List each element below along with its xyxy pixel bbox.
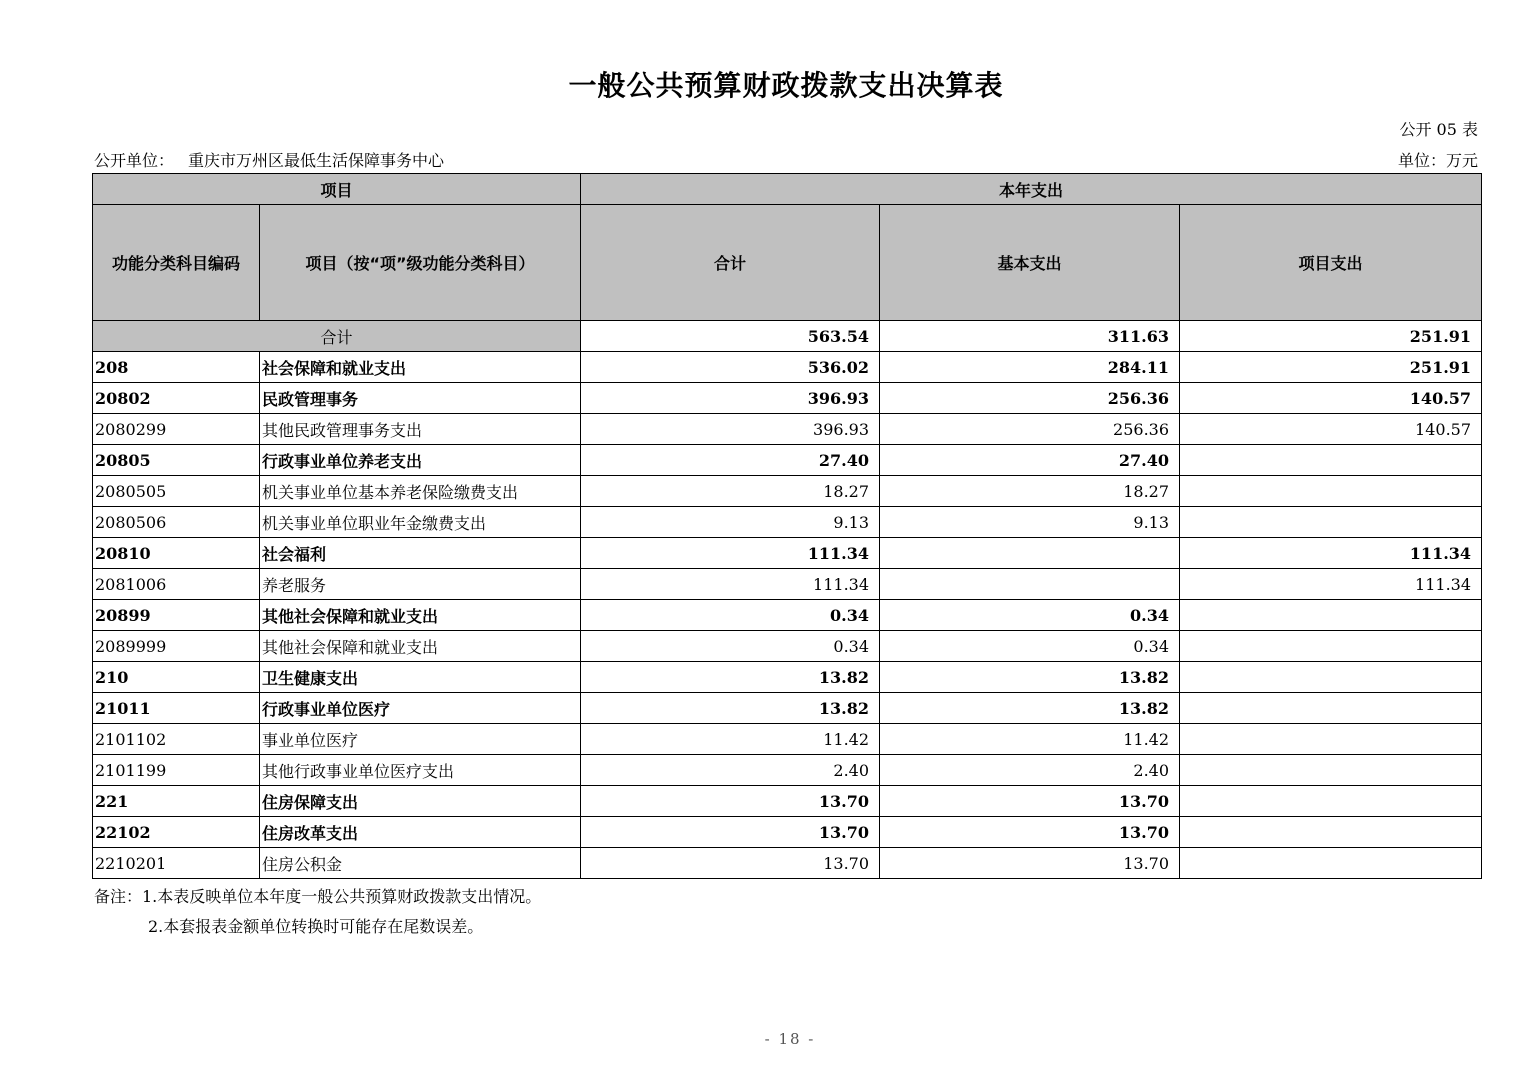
row-total: 2.40 xyxy=(581,755,880,786)
row-basic: 13.70 xyxy=(880,817,1180,848)
row-name: 住房公积金 xyxy=(260,848,581,879)
row-total: 9.13 xyxy=(581,507,880,538)
row-total: 27.40 xyxy=(581,445,880,476)
row-project xyxy=(1180,631,1482,662)
row-name: 行政事业单位医疗 xyxy=(260,693,581,724)
row-basic: 13.82 xyxy=(880,693,1180,724)
row-code: 2210201 xyxy=(93,848,260,879)
row-project: 111.34 xyxy=(1180,538,1482,569)
total-row xyxy=(93,321,1482,352)
row-project xyxy=(1180,476,1482,507)
total-basic: 311.63 xyxy=(880,321,1180,352)
row-name: 行政事业单位养老支出 xyxy=(260,445,581,476)
total-project: 251.91 xyxy=(1180,321,1482,352)
row-name: 社会福利 xyxy=(260,538,581,569)
row-name: 卫生健康支出 xyxy=(260,662,581,693)
table-row xyxy=(93,538,1482,569)
table-row xyxy=(93,755,1482,786)
note-line-2: 2.本套报表金额单位转换时可能存在尾数误差。 xyxy=(148,917,484,936)
currency-unit: 单位：万元 xyxy=(1397,151,1478,170)
row-project: 140.57 xyxy=(1180,414,1482,445)
row-name: 民政管理事务 xyxy=(260,383,581,414)
row-code: 2101102 xyxy=(93,724,260,755)
total-label: 合计 xyxy=(93,321,581,352)
row-basic: 9.13 xyxy=(880,507,1180,538)
row-code: 208 xyxy=(93,352,260,383)
row-basic: 0.34 xyxy=(880,600,1180,631)
row-code: 221 xyxy=(93,786,260,817)
row-code: 20899 xyxy=(93,600,260,631)
table-row xyxy=(93,786,1482,817)
form-number: 公开 05 表 xyxy=(1399,120,1478,139)
row-basic: 11.42 xyxy=(880,724,1180,755)
row-code: 20810 xyxy=(93,538,260,569)
row-total: 13.82 xyxy=(581,693,880,724)
row-name: 养老服务 xyxy=(260,569,581,600)
row-code: 2081006 xyxy=(93,569,260,600)
row-name: 其他行政事业单位医疗支出 xyxy=(260,755,581,786)
page-number: - 18 - xyxy=(764,1030,816,1048)
row-project xyxy=(1180,693,1482,724)
row-total: 0.34 xyxy=(581,631,880,662)
table-row xyxy=(93,848,1482,879)
page-title: 一般公共预算财政拨款支出决算表 xyxy=(568,69,1004,102)
expenditure-table xyxy=(92,173,1482,879)
row-basic: 256.36 xyxy=(880,414,1180,445)
header-group-expense: 本年支出 xyxy=(581,174,1482,205)
row-project xyxy=(1180,817,1482,848)
row-project xyxy=(1180,755,1482,786)
row-total: 13.70 xyxy=(581,817,880,848)
table-row xyxy=(93,693,1482,724)
table-row xyxy=(93,817,1482,848)
table-row xyxy=(93,445,1482,476)
table-row xyxy=(93,724,1482,755)
row-project xyxy=(1180,507,1482,538)
row-code: 2080506 xyxy=(93,507,260,538)
row-total: 13.70 xyxy=(581,786,880,817)
row-name: 事业单位医疗 xyxy=(260,724,581,755)
row-basic: 18.27 xyxy=(880,476,1180,507)
row-code: 2089999 xyxy=(93,631,260,662)
row-total: 13.82 xyxy=(581,662,880,693)
row-total: 396.93 xyxy=(581,383,880,414)
row-project xyxy=(1180,662,1482,693)
row-name: 机关事业单位职业年金缴费支出 xyxy=(260,507,581,538)
row-name: 其他社会保障和就业支出 xyxy=(260,631,581,662)
row-basic: 27.40 xyxy=(880,445,1180,476)
row-basic: 13.70 xyxy=(880,848,1180,879)
table-row xyxy=(93,507,1482,538)
row-name: 社会保障和就业支出 xyxy=(260,352,581,383)
table-row xyxy=(93,662,1482,693)
header-name: 项目（按“项”级功能分类科目） xyxy=(260,205,581,321)
row-project: 111.34 xyxy=(1180,569,1482,600)
table-row xyxy=(93,569,1482,600)
reporting-unit xyxy=(94,148,444,171)
table-row xyxy=(93,352,1482,383)
row-name: 其他民政管理事务支出 xyxy=(260,414,581,445)
row-project xyxy=(1180,724,1482,755)
row-project xyxy=(1180,786,1482,817)
row-basic: 13.82 xyxy=(880,662,1180,693)
row-total: 536.02 xyxy=(581,352,880,383)
row-code: 20805 xyxy=(93,445,260,476)
header-row-group xyxy=(93,174,1482,205)
row-code: 21011 xyxy=(93,693,260,724)
table-row xyxy=(93,414,1482,445)
reporting-unit-name: 重庆市万州区最低生活保障事务中心 xyxy=(188,151,445,170)
row-project xyxy=(1180,600,1482,631)
row-basic: 284.11 xyxy=(880,352,1180,383)
row-basic: 2.40 xyxy=(880,755,1180,786)
row-basic: 13.70 xyxy=(880,786,1180,817)
row-basic xyxy=(880,538,1180,569)
row-project: 251.91 xyxy=(1180,352,1482,383)
reporting-unit-label: 公开单位： xyxy=(94,151,175,170)
header-row-columns xyxy=(93,205,1482,321)
header-code: 功能分类科目编码 xyxy=(93,205,260,321)
row-code: 210 xyxy=(93,662,260,693)
table-row xyxy=(93,600,1482,631)
table-row xyxy=(93,383,1482,414)
header-basic: 基本支出 xyxy=(880,205,1180,321)
row-code: 2101199 xyxy=(93,755,260,786)
row-total: 111.34 xyxy=(581,538,880,569)
row-code: 22102 xyxy=(93,817,260,848)
header-total: 合计 xyxy=(581,205,880,321)
row-total: 18.27 xyxy=(581,476,880,507)
header-group-item: 项目 xyxy=(93,174,581,205)
row-project xyxy=(1180,445,1482,476)
row-basic xyxy=(880,569,1180,600)
row-project: 140.57 xyxy=(1180,383,1482,414)
total-sum: 563.54 xyxy=(581,321,880,352)
table-row xyxy=(93,476,1482,507)
row-basic: 0.34 xyxy=(880,631,1180,662)
row-total: 396.93 xyxy=(581,414,880,445)
row-basic: 256.36 xyxy=(880,383,1180,414)
note-line-1: 备注：1.本表反映单位本年度一般公共预算财政拨款支出情况。 xyxy=(94,887,542,906)
row-total: 0.34 xyxy=(581,600,880,631)
header-project: 项目支出 xyxy=(1180,205,1482,321)
row-code: 20802 xyxy=(93,383,260,414)
row-name: 住房保障支出 xyxy=(260,786,581,817)
row-total: 111.34 xyxy=(581,569,880,600)
row-name: 其他社会保障和就业支出 xyxy=(260,600,581,631)
row-project xyxy=(1180,848,1482,879)
table-row xyxy=(93,631,1482,662)
row-name: 机关事业单位基本养老保险缴费支出 xyxy=(260,476,581,507)
row-code: 2080505 xyxy=(93,476,260,507)
row-code: 2080299 xyxy=(93,414,260,445)
row-name: 住房改革支出 xyxy=(260,817,581,848)
row-total: 13.70 xyxy=(581,848,880,879)
row-total: 11.42 xyxy=(581,724,880,755)
